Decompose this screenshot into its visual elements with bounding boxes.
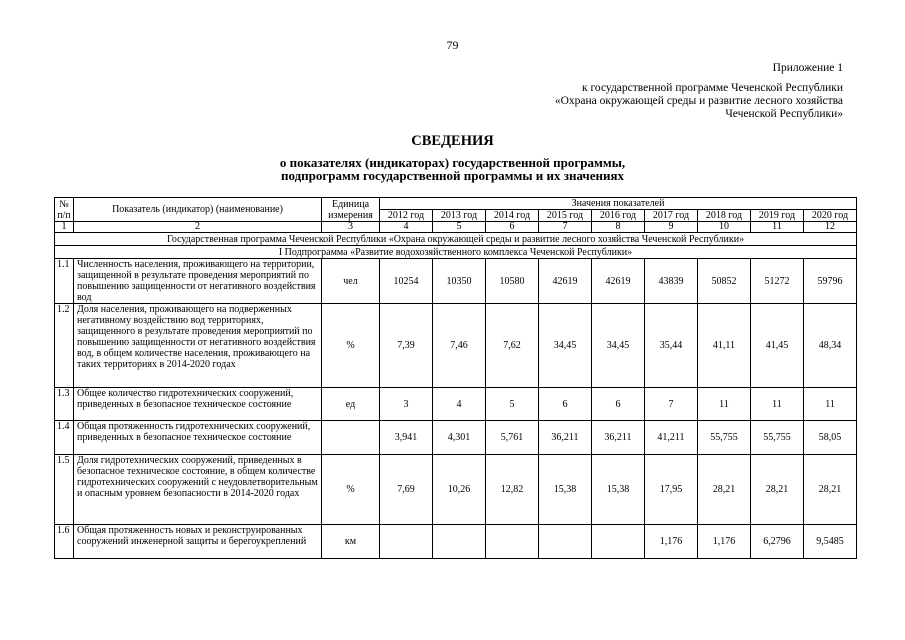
unit-cell xyxy=(322,421,380,455)
value-cell xyxy=(539,525,592,559)
header-year: 2016 год xyxy=(592,210,645,222)
value-cell: 42619 xyxy=(592,259,645,304)
value-cell: 34,45 xyxy=(592,304,645,388)
document-subtitle xyxy=(200,156,705,182)
value-cell: 28,21 xyxy=(804,455,857,525)
table-row xyxy=(55,259,857,304)
value-cell: 58,05 xyxy=(804,421,857,455)
unit-cell: чел xyxy=(322,259,380,304)
row-number: 1.5 xyxy=(55,455,74,525)
row-number: 1.4 xyxy=(55,421,74,455)
appendix-ref-line: к государственной программе Чеченской Республики xyxy=(582,82,843,94)
value-cell: 28,21 xyxy=(698,455,751,525)
value-cell: 15,38 xyxy=(592,455,645,525)
value-cell: 7 xyxy=(645,388,698,421)
table-row xyxy=(55,525,857,559)
indicator-name: Общая протяженность новых и реконструированных сооружений инженерной защиты и берегоукреплений xyxy=(74,525,322,559)
indicator-name: Численность населения, проживающего на территории, защищенной в результате проведения мероприятий по повышению защищенности от негативного воздействия вод xyxy=(74,259,322,304)
value-cell: 43839 xyxy=(645,259,698,304)
header-unit: Единица измерения xyxy=(322,198,380,222)
table-row xyxy=(55,421,857,455)
value-cell: 17,95 xyxy=(645,455,698,525)
value-cell: 11 xyxy=(751,388,804,421)
value-cell: 1,176 xyxy=(645,525,698,559)
value-cell: 10,26 xyxy=(433,455,486,525)
value-cell xyxy=(380,525,433,559)
value-cell: 51272 xyxy=(751,259,804,304)
indicator-name: Общее количество гидротехнических сооружений, приведенных в безопасное техническое состояние xyxy=(74,388,322,421)
header-num: № п/п xyxy=(55,198,74,222)
value-cell: 6,2796 xyxy=(751,525,804,559)
header-year: 2017 год xyxy=(645,210,698,222)
program-title-row: Государственная программа Чеченской Республики «Охрана окружающей среды и развитие лесного хозяйства Чеченской Республики» xyxy=(55,233,857,246)
indicators-table xyxy=(54,197,857,559)
value-cell: 34,45 xyxy=(539,304,592,388)
column-number: 8 xyxy=(592,222,645,233)
value-cell: 9,5485 xyxy=(804,525,857,559)
appendix-reference xyxy=(423,82,843,121)
value-cell: 7,62 xyxy=(486,304,539,388)
value-cell: 4,301 xyxy=(433,421,486,455)
header-year: 2012 год xyxy=(380,210,433,222)
subprogram-title-row: I Подпрограмма «Развитие водохозяйственного комплекса Чеченской Республики» xyxy=(55,246,857,259)
indicator-name: Доля гидротехнических сооружений, приведенных в безопасное техническое состояние, в общем количестве гидротехнических сооружений с неудовлетворительным и опасным уровнем безопасности в 2014-2020 годах xyxy=(74,455,322,525)
header-name: Показатель (индикатор) (наименование) xyxy=(74,198,322,222)
value-cell: 11 xyxy=(804,388,857,421)
value-cell: 12,82 xyxy=(486,455,539,525)
table-row xyxy=(55,455,857,525)
header-values-group: Значения показателей xyxy=(380,198,857,210)
value-cell: 1,176 xyxy=(698,525,751,559)
value-cell xyxy=(486,525,539,559)
appendix-ref-line: «Охрана окружающей среды и развитие лесного хозяйства xyxy=(554,95,843,107)
value-cell: 50852 xyxy=(698,259,751,304)
indicator-name: Доля населения, проживающего на подверженных негативному воздействию вод территориях, защищенного в результате проведения мероприятий по повышению защищенности от негативного воздействия вод, в общем количестве населения, проживающего на таких территориях в 2014-2020 годах xyxy=(74,304,322,388)
value-cell: 36,211 xyxy=(592,421,645,455)
header-year: 2019 год xyxy=(751,210,804,222)
value-cell: 6 xyxy=(592,388,645,421)
unit-cell: % xyxy=(322,455,380,525)
value-cell: 6 xyxy=(539,388,592,421)
value-cell: 5,761 xyxy=(486,421,539,455)
subtitle-line: о показателях (индикаторах) государственной программы, xyxy=(279,155,626,170)
appendix-label: Приложение 1 xyxy=(772,62,843,74)
column-number: 4 xyxy=(380,222,433,233)
column-number: 5 xyxy=(433,222,486,233)
header-year: 2015 год xyxy=(539,210,592,222)
value-cell: 48,34 xyxy=(804,304,857,388)
value-cell: 10350 xyxy=(433,259,486,304)
value-cell: 4 xyxy=(433,388,486,421)
row-number: 1.2 xyxy=(55,304,74,388)
value-cell: 41,211 xyxy=(645,421,698,455)
value-cell xyxy=(433,525,486,559)
value-cell: 3 xyxy=(380,388,433,421)
unit-cell: км xyxy=(322,525,380,559)
header-year: 2013 год xyxy=(433,210,486,222)
indicator-name: Общая протяженность гидротехнических сооружений, приведенных в безопасное техническое состояние xyxy=(74,421,322,455)
column-number: 11 xyxy=(751,222,804,233)
column-number: 6 xyxy=(486,222,539,233)
row-number: 1.1 xyxy=(55,259,74,304)
value-cell: 5 xyxy=(486,388,539,421)
value-cell: 41,45 xyxy=(751,304,804,388)
value-cell: 35,44 xyxy=(645,304,698,388)
column-number: 9 xyxy=(645,222,698,233)
column-number: 1 xyxy=(55,222,74,233)
value-cell xyxy=(592,525,645,559)
column-number: 12 xyxy=(804,222,857,233)
unit-cell: % xyxy=(322,304,380,388)
value-cell: 36,211 xyxy=(539,421,592,455)
page-number: 79 xyxy=(446,38,459,52)
value-cell: 7,69 xyxy=(380,455,433,525)
column-number: 7 xyxy=(539,222,592,233)
subtitle-line: подпрограмм государственной программы и их значениях xyxy=(280,168,625,183)
value-cell: 3,941 xyxy=(380,421,433,455)
value-cell: 10254 xyxy=(380,259,433,304)
value-cell: 7,39 xyxy=(380,304,433,388)
unit-cell: ед xyxy=(322,388,380,421)
value-cell: 42619 xyxy=(539,259,592,304)
column-number: 3 xyxy=(322,222,380,233)
value-cell: 11 xyxy=(698,388,751,421)
row-number: 1.3 xyxy=(55,388,74,421)
column-number: 10 xyxy=(698,222,751,233)
table-row xyxy=(55,304,857,388)
value-cell: 28,21 xyxy=(751,455,804,525)
header-year: 2020 год xyxy=(804,210,857,222)
value-cell: 55,755 xyxy=(698,421,751,455)
value-cell: 41,11 xyxy=(698,304,751,388)
appendix-ref-line: Чеченской Республики» xyxy=(725,108,843,120)
row-number: 1.6 xyxy=(55,525,74,559)
value-cell: 59796 xyxy=(804,259,857,304)
table-row xyxy=(55,388,857,421)
value-cell: 7,46 xyxy=(433,304,486,388)
document-title: СВЕДЕНИЯ xyxy=(411,133,494,149)
column-number: 2 xyxy=(74,222,322,233)
header-year: 2018 год xyxy=(698,210,751,222)
value-cell: 15,38 xyxy=(539,455,592,525)
header-year: 2014 год xyxy=(486,210,539,222)
value-cell: 55,755 xyxy=(751,421,804,455)
value-cell: 10580 xyxy=(486,259,539,304)
